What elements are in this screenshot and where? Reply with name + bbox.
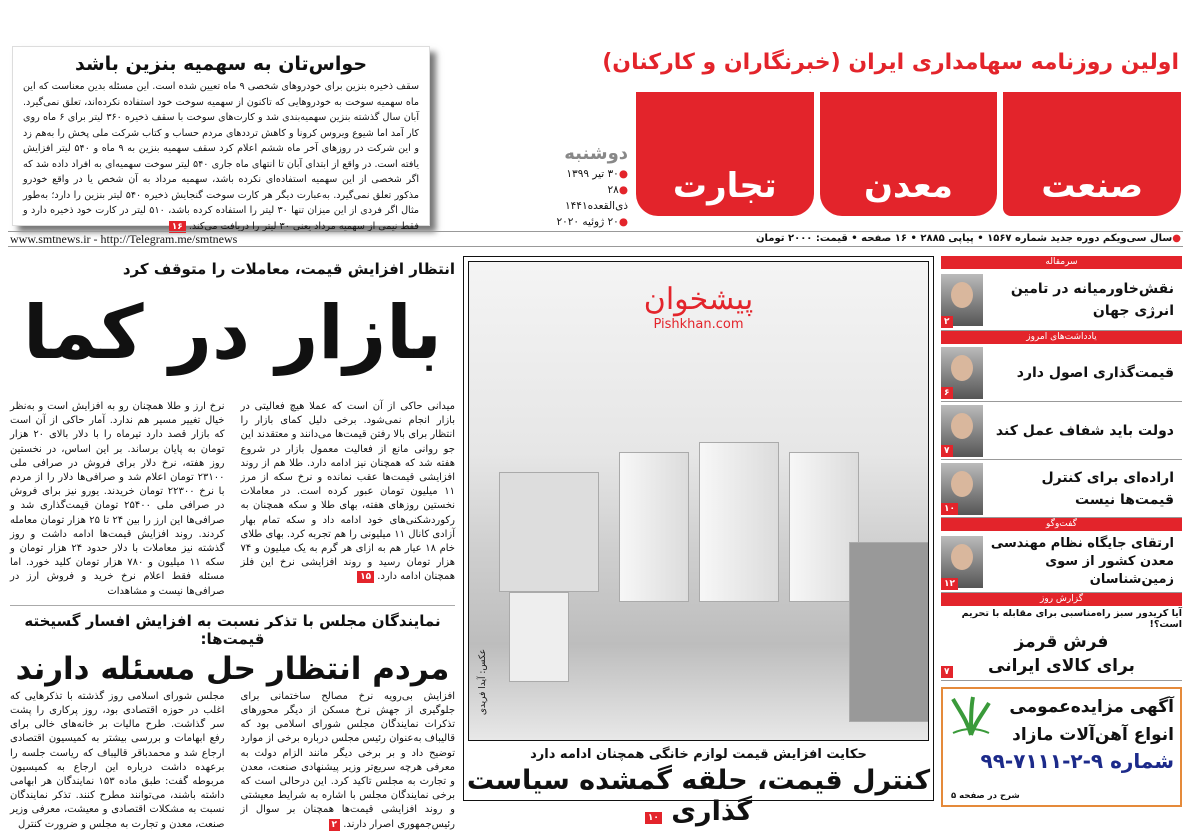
masthead-logo	[636, 92, 1181, 216]
report-kicker: آیا کریدور سبز راه‌مناسبی برای مقابله با تحریم است؟!	[961, 608, 1182, 630]
second-col-2: افزایش بی‌رویه نرخ مصالح ساختمانی برای جلوگیری از جهش نرخ مسکن از دیگر محورهای تذکرات نمایندگان مجلس شورای اسلامی بود که قالیباف به‌عنوان رئیس مجلس درباره برخی از موارد توضیح داد و بر برخی دیگر مانند الزام دولت به معرفی هرچه سریع‌تر وزیر پیشنهادی صنعت، معدن و تجارت به مجلس تاکید کرد. این درحالی است که برخی نمایندگان مجلس با اشاره به شرایط معیشتی و روند افزایشی قیمت‌ها همچنان بر سوال از رئیس‌جمهوری اصرار دارند.	[240, 690, 455, 830]
issue-info: سال سی‌ویکم دوره جدید شماره ۱۵۶۷ • پیاپی ۲۸۸۵ • ۱۶ صفحه • قیمت: ۲۰۰۰ تومان	[756, 233, 1173, 244]
list-item[interactable]: قیمت‌گذاری اصول دارد ۶	[941, 344, 1182, 402]
ad-number: شماره ۹-۲-۷۱۱۱-۹۹	[980, 749, 1174, 773]
second-col-1: مجلس شورای اسلامی روز گذشته با تذکرهایی که اغلب در حوزه اقتصادی بود، روز پرکاری را پشت سر گذاشت. طرح مالیات بر خانه‌های خالی برای رفع ابهامات و بررسی بیشتر به کمیسیون اقتصادی ارجاع شد و محمدباقر قالیباف که ریاست جلسه را برعهده داشت درباره این ارجاع به کمیسیون مربوطه گفت: طبق ماده ۱۵۳ نمایندگان هر ابهامی داشته باشند، می‌توانند مطرح کنند. تذکر نمایندگان نسبت به مشکلات اقتصادی و معیشت، معرفی وزیر صنعت، معدن و تجارت به مجلس و ضرورت کنترل	[10, 690, 225, 830]
page-badge: ۲	[329, 819, 341, 831]
lead-headline: بازار در کما	[23, 290, 442, 376]
ad-footer: شرح در صفحه ۵	[951, 791, 1020, 801]
sidebar	[941, 256, 1182, 807]
ad-line-2: انواع آهن‌آلات مازاد	[1012, 725, 1174, 745]
main-photo-story	[463, 256, 934, 827]
date-gregorian: ۲۰ ژوئیه ۲۰۲۰	[556, 216, 619, 228]
section-header: گزارش روز	[941, 593, 1182, 606]
date-solar: ۳۰ تیر ۱۳۹۹	[566, 168, 619, 180]
section-header: سرمقاله	[941, 256, 1182, 269]
photo-kicker: حکایت افزایش قیمت لوازم خانگی همچنان ادامه دارد	[530, 747, 867, 762]
left-column	[10, 252, 455, 832]
photo-headline: کنترل قیمت، حلقه گمشده سیاست گذاری	[466, 765, 931, 827]
date-lunar: ۲۸ ذی‌القعده۱۴۴۱	[565, 184, 628, 212]
website-links[interactable]: www.smtnews.ir - http://Telegram.me/smtnews	[10, 232, 238, 246]
report-title: فرش قرمز	[1014, 632, 1109, 652]
watermark: پیشخوان Pishkhan.com	[643, 282, 754, 332]
daily-report[interactable]: آیا کریدور سبز راه‌مناسبی برای مقابله با تحریم است؟! فرش قرمز برای کالای ایرانی ۷	[941, 606, 1182, 681]
list-item[interactable]: نقش‌خاورمیانه در تامین انرژی جهان ۲	[941, 269, 1182, 331]
photo-credit: عکس: آیدا فریدی	[478, 648, 489, 716]
box-body: سقف ذخیره بنزین برای خودروهای شخصی ۹ ماه تعیین شده است. این مسئله بدین معناست که این ماه سهمیه سوخت به خودروهایی که تاکنون از سهمیه سوخت خود استفاده نکرده‌اند، تعلق نمی‌گیرد. آبان سال گذشته بنزین سهمیه‌بندی شد و کارت‌های سوخت با سقف ذخیره ۳۶۰ لیتر برای ۶ ماه روی کار آمد اما شیوع ویروس کرونا و کاهش ترددهای مردم حساب و کتاب شرکت ملی پخش را به‌هم زد و این شرکت در روزهای آخر ماه ششم اعلام کرد سقف سهمیه بنزین به ۹ ماه و ۵۴۰ لیتر افزایش یافته است. در واقع از ابتدای آبان تا انتهای ماه جاری ۵۴۰ لیتر سوخت سهمیه‌ای به افراد داده شد که اگر شخصی از این سهمیه استفاده‌ای نکرده باشد، سهمیه مرداد به آن شخص یا در واقع خودرو مذکور تعلق نمی‌گیرد. به‌عبارت دیگر هر کارت سوخت گنجایش ذخیره ۵۴۰ لیتر بنزین را دارد؛ به‌طور مثال اگر فردی از این میزان تنها ۳۰ لیتر را استفاده کرده باشد، ۵۱۰ لیتر در کارت خود ذخیره دارد و فقط نیمی از سهمیه مرداد یعنی ۳۰ لیتر را دریافت می‌کند.	[23, 81, 420, 232]
report-title-2: برای کالای ایرانی	[988, 656, 1135, 676]
logo-block: معدن	[820, 92, 998, 216]
auction-ad[interactable]	[941, 687, 1182, 807]
appliance-store-photo	[468, 261, 929, 741]
logo-block: تجارت	[636, 92, 814, 216]
page-badge: ۱۰	[645, 812, 662, 824]
ad-line-1: آگهی مزایده‌عمومی	[1009, 697, 1174, 717]
section-header: گفت‌وگو	[941, 518, 1182, 531]
list-item[interactable]: دولت باید شفاف عمل کند ۷	[941, 402, 1182, 460]
section-header: یادداشت‌های امروز	[941, 331, 1182, 344]
fuel-quota-box	[12, 46, 430, 232]
leaf-logo-icon	[949, 695, 993, 737]
page-badge: ۱۵	[357, 571, 374, 583]
lead-kicker: انتظار افزایش قیمت، معاملات را متوقف کرد	[122, 260, 455, 278]
list-item[interactable]: ارتقای جایگاه نظام مهندسی معدن کشور از سوی زمین‌شناسان ۱۲	[941, 531, 1182, 593]
page-badge: ۱۶	[169, 221, 186, 233]
second-headline: مردم انتظار حل مسئله دارند	[15, 650, 450, 687]
lead-col-2: میدانی حاکی از آن است که عملا هیچ فعالیتی در بازار انجام نمی‌شود. برخی دلیل کمای بازار را انتظار برای بالا رفتن قیمت‌ها می‌دانند و معتقدند این جو روانی مانع از فعالیت معمول بازار در شروع هفته شد که همچنان نیز ادامه دارد. طلا هم از روند افزایشی قیمت‌ها عقب نمانده و نرخ سکه از مرز ۱۱ میلیون تومان عبور کرده است. در معاملات نخستین روزهای هفته، بهای طلا و سکه همچنان به رکوردشکنی‌های خود ادامه داد و سکه تمام بهار آزادی کانال ۱۱ میلیونی را هم تجربه کرد. بهای طلای خام ۱۸ عیار هم به ازای هر گرم به یک میلیون و ۷۴ هزار تومان رسید و روند افزایشی نرخ این فلز همچنان ادامه دارد.	[240, 401, 455, 583]
logo-block: صنعت	[1003, 92, 1181, 216]
second-kicker: نمایندگان مجلس با تذکر نسبت به افزایش افسار گسیخته قیمت‌ها:	[24, 611, 441, 648]
list-item[interactable]: اراده‌ای برای کنترل قیمت‌ها نیست ۱۰	[941, 460, 1182, 518]
box-title: حواس‌تان به سهمیه بنزین باشد	[74, 53, 368, 75]
weekday: دوشنبه	[564, 143, 628, 164]
issue-dates: دوشنبه ●۳۰ تیر ۱۳۹۹ ●۲۸ ذی‌القعده۱۴۴۱ ●۲۰ ژوئیه ۲۰۲۰	[546, 146, 628, 230]
lead-col-1: نرخ ارز و طلا همچنان رو به افزایش است و به‌نظر خیال تغییر مسیر هم ندارد. آمار حاکی از آن است که بازار قصد دارد تیرماه را با دلار بالای ۲۰ هزار تومان به پایان برساند. بر این اساس، در نخستین روز هفته، نرخ دلار برای فروش در صرافی ملی ۲۳۱۰۰ تومان اعلام شد و صرافی‌ها دلار را از مردم با نرخ ۲۲۳۰۰ تومان خریدند. یورو نیز برای فروش در صرافی ملی ۲۵۴۰۰ تومان قیمت‌گذاری شد و صرافی‌ها این ارز را بین ۲۴ تا ۲۵ هزار تومان معامله کردند. روند افزایش قیمت‌ها ادامه داشت و روز گذشته نیز معاملات با دلار حدود ۲۴ هزار تومان و سکه ۱۱ میلیون و ۷۸۰ هزار تومان کلید خورد. اما مسئله فقط اعلام نرخ خرید و فروش ارز در صرافی‌ها نیست و مشاهدات	[10, 401, 225, 597]
divider	[10, 605, 455, 606]
tagline: اولین روزنامه سهامداری ایران (خبرنگاران و کارکنان)	[602, 50, 1179, 75]
